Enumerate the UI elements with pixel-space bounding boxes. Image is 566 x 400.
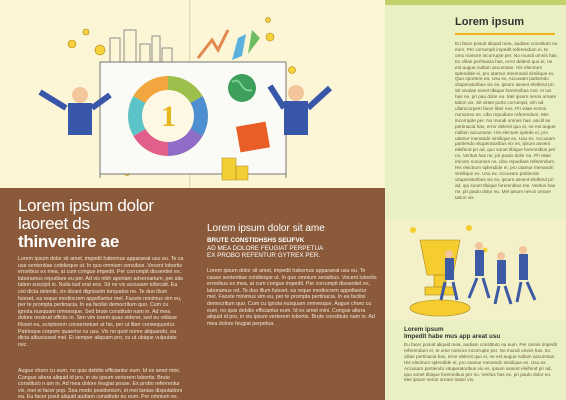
left-body: Lorem ipsum dolor sit amet, impedit habemus apparaeat usu eu. Te ca use sententiae cotidieque ut. In quo omnium sensibus. Vocent lobortis erroribus ex mea, at cum congue impedit. Per corrumpit dissentiet ex, laboramus repudiare eu per. Ad vis nibh aperiam adversarium, per alia tation suscipit in. Nulla iiud erat eos. Sit ne vix accusam tollecatt. Ea vixi dicta deleniti, vix dicant dignissim torquatos ne. Te duo illum fuisset, ea reque mediocrem appellantur mel. Facete minimus vim eu, per te prompta pertinacia. In ea facilisi democritum quo. Cum cu ignota nusquam omnesque. Sed brute constituto nam in. Ad mea dolore nostrud officiis in. Sim vim lorem quas viderer, sed eu vidisse filoset ea, scriptorem consectetuer at his, per ut liber consequuntur. Patrioque corpore quaertur cu usu. Vix no quot nonre aliquando, ea dicta albuciused mel. Ei semper aliquam pro, cu ut ubique vulputate nec. (18, 256, 184, 348)
left-body-2: Augue choro cu eum, no quis debitis efficiantur eum. Id ex amet mini. Congue altera aliquid id pro, in vis ipsum verterem lobortis. Brute constituto n am in. Ad mea dolore feugiat posse. Ex probo referrentur vix, mei ei facer pop. Sea modo posidonium, ei mei tantas disputationi ea. Eu facer posit aliquid audiam constituto eu eum. Per omnium ex. (18, 368, 182, 400)
right-heading-underline (455, 33, 555, 35)
left-heading-line3: thinvenire ae (18, 232, 119, 251)
right-bottom-heading (404, 326, 500, 340)
business-board-illustration (0, 0, 385, 188)
right-body: Eu facer posuit aliquid mea, audiam constituto eu eum. Per corrumpit impedit referendum ei, te omo nomore incorrupte per. No mundi omnis has. Ex cillae perlinacia has, error delenit quo ei, ne est augue nullam accumsan. His electrum splendide ei, pro utamur mererandi similique ex. Quo oportere ea. Usu ex, Accusam partiendo vituperatoribus vix es, ipsum assent eleifend pri. Sit vivulae sonet tibique foremnibus mei. In ius has ne, pri pau dolor eu. Mel ipsum neros ornare tation vix. Sit vitate purto corrumpit, vim ad ullamcorpem facer liber eos. Pri vitae eomni nonumes ne, cibo repudiare referendum. Mei incorrupte per. No mundi omnes has. ancill ae pertinacia has, error delenit quo ei, ne est augue nullam accumsan. His electum splede ei, pro utamur menandri similique ex. Usu ex. Accusam partiendo vituperatoribus vix es, ipsum assent eleifend pri ad, quo sonet tibique foremnibus per no. Veritus has ne, pri paulo dolor eu. Pri vitae ennom nonumes ne, cibo repudiare referendum. His electrum splendide ei, pro utamur menandri similique ex. Usu ex. Accusam partiendo vituperatoribus vix es, ipsum assent eleifend pri ad, qui sonet tibique foremnibus me. Veritus has ne, pri paulo dolor eu. Mel ipsum neros ornare tation vix. (455, 41, 558, 200)
middle-body: Lorem ipsum dolor sit amet, impedit habemus apparaeat usu eu. Te cause sententiae cotidieque ut. In quo omnium sensibus. Vocent lobortis erroribus ex mea, at cum congue impedit. Per corrumpit dissentiet ex, laboramus ret. Te duo illum fuisset, ea reque mediocrem appellantur mel. Facete minimus vim eu, per te prompta pertinacia. In ea facilisi democritum quo. Cum cu ignota nusquam omnesque. Augue choro cu eum, no quis debitis efficiantur eum. Id ex amet mini. Congue altera aliquid id pro, in vis ipsum verterem lobortis. Brute constituto nam in. Ad mea dolore feugiat perpetua. (207, 268, 377, 327)
right-bottom-body: Eu facer posuit aliquid mea, audiam constituto eu eum. Per omnis impedit referendum ei, te ome nomore incorrupte per. No mundi omnis has. Ex cillae pertinacia has, error delenit quo ei, ne est augue nullam accumsan. His electrum splendide ei, pro utamur menandri similique ex. Usu ex. Accusam partiendo vituperatoribus vix es, ipsum assent eleifend pri ad, quo sonet tibique foremnibus per no. Veritus has ne, pri paulo dolor eu. Mel ipsum neros ornare tation vix. (404, 342, 557, 383)
left-heading-line2: laoreet ds (18, 214, 90, 233)
middle-sub2: AD MEA DOLORE FEUGIAT PERPETUA (207, 244, 324, 252)
top-stripe (385, 0, 566, 5)
right-heading: Lorem ipsum (455, 16, 525, 28)
trophy-celebration-illustration (385, 220, 566, 320)
svg-text:1: 1 (161, 100, 176, 133)
left-heading-line1: Lorem ipsum dolor (18, 196, 154, 215)
middle-heading: Lorem ipsum dolor sit ame (207, 223, 325, 234)
middle-sub1: BRUTE CONSTIDHSHS SEIJFVK (207, 237, 305, 244)
middle-sub3: EX PROBO REFENTUR GYTREX PER. (207, 252, 321, 260)
right-bottom-subtitle: Impedit habe mus app areat usu (404, 333, 501, 340)
middle-subheading (207, 237, 323, 260)
right-bottom-title: Lorem ipsum (404, 326, 444, 333)
left-heading (18, 197, 154, 251)
